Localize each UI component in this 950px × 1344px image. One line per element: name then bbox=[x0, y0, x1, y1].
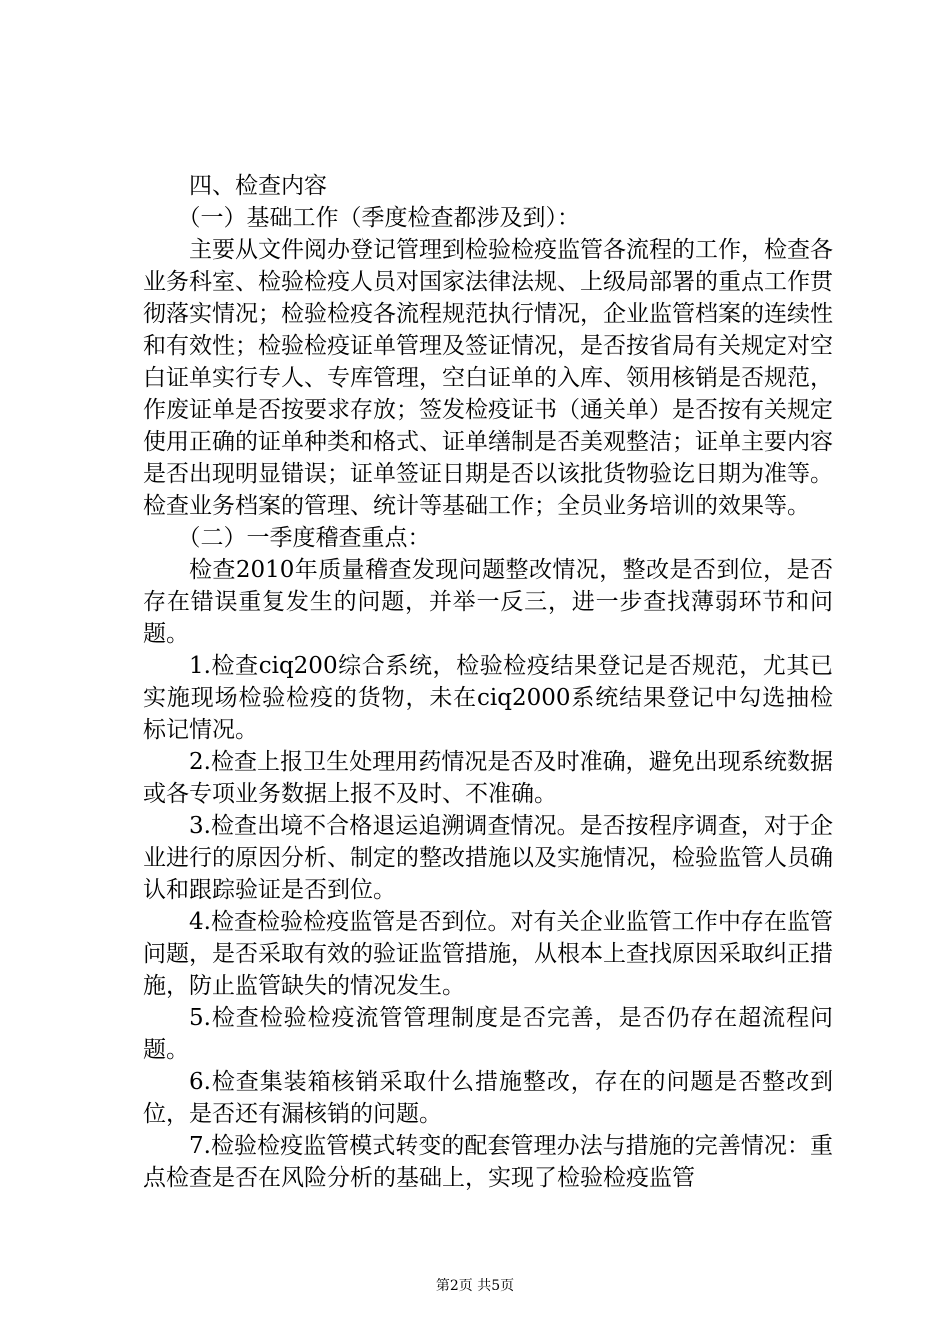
section-title: 四、检查内容 bbox=[189, 173, 327, 199]
page-footer: 第2页 共5页 bbox=[435, 1278, 515, 1294]
list-item-7: 7.检验检疫监管模式转变的配套管理办法与措施的完善情况：重点检查是否在风险分析的基础上，实现了检验检疫监管 bbox=[143, 1133, 833, 1191]
list-item-1: 1.检查ciq200综合系统，检验检疫结果登记是否规范，尤其已实施现场检验检疫的货物，未在ciq2000系统结果登记中勾选抽检标记情况。 bbox=[143, 653, 833, 743]
document-body bbox=[143, 170, 833, 1194]
list-item-4: 4.检查检验检疫监管是否到位。对有关企业监管工作中存在监管问题，是否采取有效的验证监管措施，从根本上查找原因采取纠正措施，防止监管缺失的情况发生。 bbox=[143, 909, 833, 999]
subsection-2-title: （二）一季度稽查重点： bbox=[177, 525, 431, 551]
subsection-1-body: 主要从文件阅办登记管理到检验检疫监管各流程的工作，检查各业务科室、检验检疫人员对国家法律法规、上级局部署的重点工作贯彻落实情况；检验检疫各流程规范执行情况，企业监管档案的连续性和有效性；检验检疫证单管理及签证情况，是否按省局有关规定对空白证单实行专人、专库管理，空白证单的入库、领用核销是否规范，作废证单是否按要求存放；签发检疫证书（通关单）是否按有关规定使用正确的证单种类和格式、证单缮制是否美观整洁；证单主要内容是否出现明显错误；证单签证日期是否以该批货物验讫日期为准等。检查业务档案的管理、统计等基础工作；全员业务培训的效果等。 bbox=[143, 237, 833, 519]
list-item-3: 3.检查出境不合格退运追溯调查情况。是否按程序调查，对于企业进行的原因分析、制定的整改措施以及实施情况，检验监管人员确认和跟踪验证是否到位。 bbox=[143, 813, 833, 903]
list-item-6: 6.检查集装箱核销采取什么措施整改，存在的问题是否整改到位，是否还有漏核销的问题。 bbox=[143, 1069, 833, 1127]
subsection-2-body: 检查2010年质量稽查发现问题整改情况，整改是否到位，是否存在错误重复发生的问题，并举一反三，进一步查找薄弱环节和问题。 bbox=[143, 557, 833, 647]
list-item-5: 5.检查检验检疫流管管理制度是否完善，是否仍存在超流程问题。 bbox=[143, 1005, 833, 1063]
list-item-2: 2.检查上报卫生处理用药情况是否及时准确，避免出现系统数据或各专项业务数据上报不及时、不准确。 bbox=[143, 749, 833, 807]
subsection-1-title: （一）基础工作（季度检查都涉及到）： bbox=[177, 205, 580, 231]
